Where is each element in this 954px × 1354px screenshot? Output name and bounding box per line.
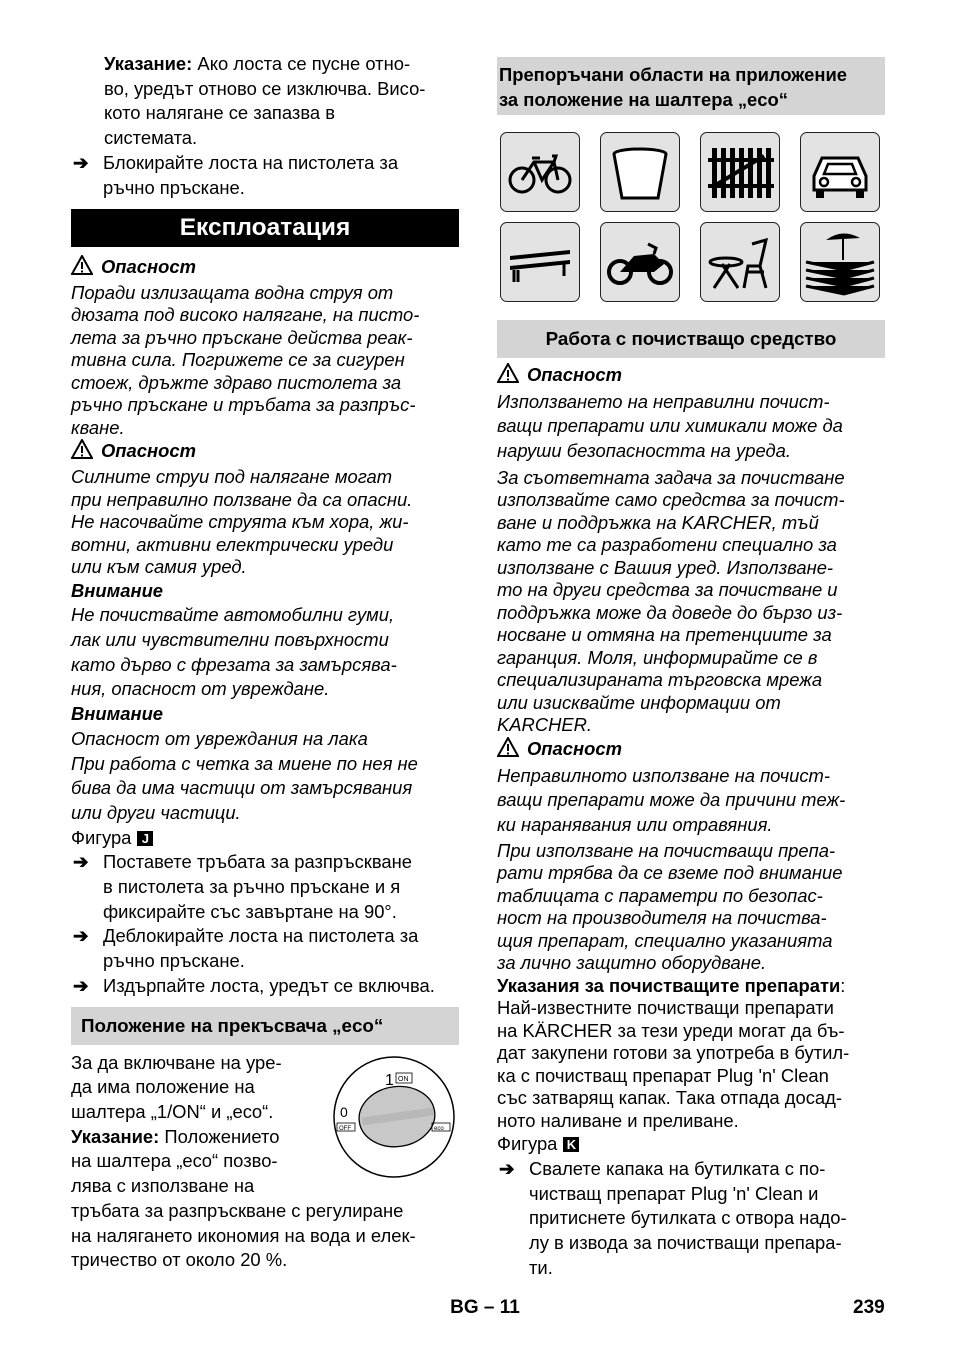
- section-title-eco-areas: Препоръчани области на приложение за положение на шалтера „eco“: [497, 57, 885, 115]
- warning-triangle-icon: [497, 363, 521, 390]
- flower-pot-icon: [600, 132, 680, 212]
- deck-umbrella-icon: [800, 222, 880, 302]
- danger-heading: Опасност: [497, 363, 885, 390]
- arrow-icon: ➔: [73, 151, 89, 173]
- danger-heading: Опасност: [497, 737, 885, 764]
- figure-letter-badge: K: [563, 1137, 579, 1152]
- dial-label-off: OFF: [339, 1125, 351, 1132]
- detergent-danger-text-1: Използването на неправилни почист- ващи препарати или химикали може да наруши безопасността на уреда.: [497, 390, 843, 462]
- detergent-danger-text-2: Неправилното използване на почист- ващи препарати може да причини теж- ки наранявания или отравяния.: [497, 764, 846, 835]
- step-insert-tube: ➔ Поставете тръбата за разпръскване в пистолета за ръчно пръскане и я фиксирайте със завъртане на 90°.: [73, 851, 413, 922]
- attention-text-2: Опасност от увреждания на лака При работа с четка за миене по нея не бива да има частици от замърсявания или други частици.: [71, 727, 418, 823]
- note-line: во, уредът отново се изключва. Висо-: [104, 77, 426, 99]
- eco-note-label: Указание:: [71, 1125, 160, 1147]
- step-unlock-lever: ➔ Деблокирайте лоста на пистолета за ръчно пръскане.: [73, 925, 419, 972]
- danger-text-1: Поради излизащата водна струя от дюзата под високо налягане, на писто- лета за ръчно пръскане действа реак- тивна сила. Погрижете се за сигурен стоеж, дръжте здраво пистолета за ръчно пръскане и тръбата за разпръс- кване.: [71, 281, 420, 438]
- fence-icon: [700, 132, 780, 212]
- arrow-icon: ➔: [73, 851, 89, 873]
- page-number: 239: [853, 1297, 885, 1318]
- bench-icon: [500, 222, 580, 302]
- dial-mark-1: 1: [385, 1071, 394, 1089]
- note-line: системата.: [104, 127, 198, 149]
- step-block-lever: ➔ Блокирайте лоста на пистолета за ръчно пръскане.: [73, 151, 399, 198]
- section-title-eco: Положение на прекъсвача „eco“: [71, 1007, 459, 1045]
- dial-mark-0: 0: [340, 1103, 348, 1120]
- garden-furniture-icon: [700, 222, 780, 302]
- attention-text-1: Не почиствайте автомобилни гуми, лак или чувствителни повърхности като дърво с фрезата за замърсява- ния, опасност от увреждане.: [71, 604, 397, 700]
- dial-label-eco: eco: [434, 1125, 444, 1132]
- arrow-icon: ➔: [73, 974, 89, 996]
- detergent-danger-text-2b: При използване на почистващи препа- рати трябва да се вземе под внимание таблицата с параметри по безопас- ност на производителя на почиства- щия препарат, специално указанията за лично защитно оборудване.: [497, 839, 843, 974]
- danger-text-2: Силните струи под налягане могат при неправилно ползване да са опасни. Не насочвайте струята към хора, жи- вотни, активни електрически уреди или към самия уред.: [71, 466, 413, 578]
- attention-heading: Внимание: [71, 703, 164, 725]
- section-title-detergent: Работа с почистващо средство: [497, 320, 885, 358]
- danger-heading: Опасност: [71, 255, 459, 282]
- warning-triangle-icon: [497, 737, 521, 764]
- hints-label: Указания за почистващите препарати: [497, 974, 841, 996]
- figure-letter-badge: J: [137, 831, 153, 846]
- arrow-icon: ➔: [73, 925, 89, 947]
- step-pull-lever: ➔ Издърпайте лоста, уредът се включва.: [71, 974, 459, 999]
- warning-triangle-icon: [71, 439, 95, 466]
- switch-dial-illustration: [332, 1055, 457, 1180]
- note-line: Указание: Ако лоста се пусне отно-: [104, 53, 411, 74]
- motorcycle-icon: [600, 222, 680, 302]
- note-line: кото налягане се запазва в: [104, 102, 336, 124]
- left-column: [71, 52, 459, 1273]
- step-bottle: ➔ Свалете капака на бутилката с по- чистващ препарат Plug 'n' Clean и притиснете бутилката с отвора надо- лу в извода за почистващи препара- ти.: [499, 1157, 847, 1278]
- eco-areas-icon-grid: [500, 132, 885, 302]
- bicycle-icon: [500, 132, 580, 212]
- footer-section-label: BG – 11: [450, 1297, 520, 1318]
- arrow-icon: ➔: [499, 1157, 515, 1179]
- warning-triangle-icon: [71, 255, 95, 282]
- eco-section: 1 ON 0 OFF eco За да включване на уре- да има положение на шалтера „1/ON“ и „eco“. Указание: Положението на шалтера „eco“ позво- лява с използване на тръбата за разпръскване с регулиране на налягането икономия на вода и елек- тричество от около 20 %.: [71, 1051, 459, 1273]
- right-column: [497, 57, 885, 1280]
- note-label: Указание:: [104, 53, 193, 74]
- note-block: [71, 52, 459, 151]
- danger-heading: Опасност: [71, 439, 459, 466]
- detergent-hints: Указания за почистващите препарати: Най-известните почистващи препарати на KÄRCHER за тези уреди могат да бъ- дат закупени готови за употреба в бутил- ка с почистващ препарат Plug 'n' Clean със затварящ капак. Така отпада досад- ното наливане и преливане.: [497, 974, 850, 1131]
- figure-reference: Фигура J: [71, 826, 459, 851]
- dial-label-on: ON: [398, 1075, 409, 1083]
- figure-reference: Фигура K: [497, 1132, 885, 1157]
- attention-heading: Внимание: [71, 579, 164, 601]
- car-icon: [800, 132, 880, 212]
- section-title-operation: Експлоатация: [71, 209, 459, 247]
- detergent-danger-text-1b: За съответната задача за почистване използвайте само средства за почист- ване и поддръжка на KARCHER, тъй като те са разработени специално за използване с Вашия уред. Използване- то на други средства за почистване и поддръжка може да доведе до бързо из- носване и отмяна на претенциите за гаранция. Моля, информирайте се в специализираната търговска мрежа или изисквайте информации от KARCHER.: [497, 466, 845, 736]
